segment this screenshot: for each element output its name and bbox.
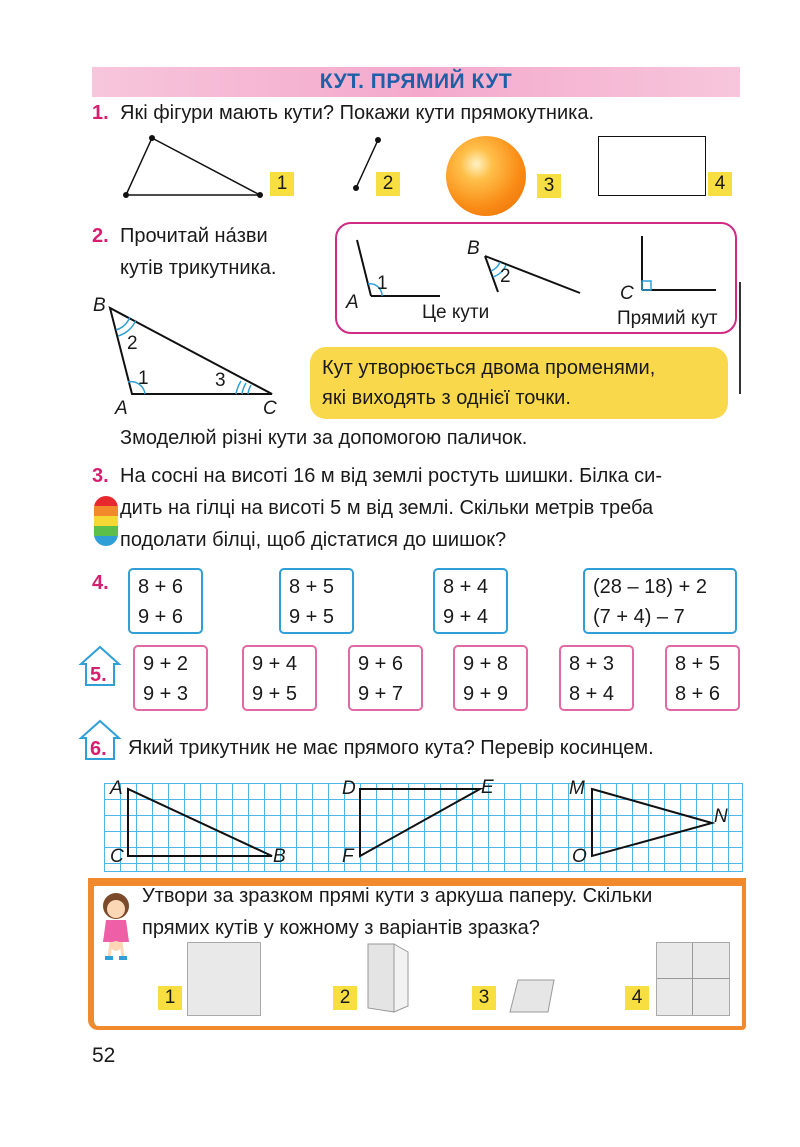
task7-label-4: 4 xyxy=(625,986,649,1010)
expr: 9 + 7 xyxy=(358,683,404,705)
grid-triangles-figure xyxy=(104,783,742,871)
task1-label-2: 2 xyxy=(376,172,400,196)
tri-vertex-b: B xyxy=(93,295,106,316)
example-angle-1: 1 xyxy=(377,273,388,294)
task3-line3: подолати білці, щоб дістатися до шишок? xyxy=(120,529,507,551)
task1-label-3: 3 xyxy=(537,174,561,198)
task5-box-3 xyxy=(348,645,423,711)
margin-rule xyxy=(739,282,741,394)
expr: 8 + 4 xyxy=(443,576,489,598)
sphere-figure xyxy=(446,136,526,216)
expr: 9 + 6 xyxy=(358,653,404,675)
point-a: A xyxy=(110,778,123,799)
task5-number: 5. xyxy=(90,664,107,686)
paper-sample-3 xyxy=(506,976,560,1016)
task7-line2: прямих кутів у кожному з варіантів зразка? xyxy=(142,917,540,939)
expr: 9 + 5 xyxy=(252,683,298,705)
expr: 8 + 3 xyxy=(569,653,615,675)
task2-model: Змоделюй різні кути за допомогою паличок. xyxy=(120,427,528,449)
task4-box-4 xyxy=(583,568,737,634)
point-e: E xyxy=(481,777,494,798)
expr: 9 + 3 xyxy=(143,683,189,705)
task6-number: 6. xyxy=(90,738,107,760)
task6-text: Який трикутник не має прямого кута? Перевір косинцем. xyxy=(128,737,654,759)
example-vertex-b: B xyxy=(467,238,480,259)
example-vertex-a: A xyxy=(346,292,359,313)
expr: 8 + 4 xyxy=(569,683,615,705)
task5-box-5 xyxy=(559,645,634,711)
task1-label-4: 4 xyxy=(708,172,732,196)
rule-tip xyxy=(310,347,728,419)
task5-box-4 xyxy=(453,645,528,711)
paper-sample-2 xyxy=(362,940,414,1016)
tri-angle-3: 3 xyxy=(215,370,226,391)
rainbow-pencil-icon xyxy=(94,496,118,546)
example-angle-2: 2 xyxy=(500,266,511,287)
tri-angle-1: 1 xyxy=(138,368,149,389)
expr: 9 + 2 xyxy=(143,653,189,675)
point-o: O xyxy=(572,846,587,867)
task5-box-1 xyxy=(133,645,208,711)
rule-line2: які виходять з однієї точки. xyxy=(322,387,571,409)
point-n: N xyxy=(714,806,728,827)
task2-line2: кутів трикутника. xyxy=(120,257,277,279)
point-c: C xyxy=(110,846,124,867)
expr: 8 + 6 xyxy=(138,576,184,598)
expr: 9 + 5 xyxy=(289,606,335,628)
paper-sample-1 xyxy=(187,942,261,1016)
rectangle-figure xyxy=(598,136,706,196)
task3-number: 3. xyxy=(92,465,109,487)
expr: 8 + 6 xyxy=(675,683,721,705)
task2-line1: Прочитай на́зви xyxy=(120,225,268,247)
page-number: 52 xyxy=(92,1044,116,1067)
task3-line1: На сосні на висоті 16 м від землі ростуть шишки. Білка си- xyxy=(120,465,663,487)
task5-box-2 xyxy=(242,645,317,711)
point-b: B xyxy=(273,846,286,867)
page-title: КУТ. ПРЯМИЙ КУТ xyxy=(319,70,513,93)
caption-right-angle: Прямий кут xyxy=(617,308,718,329)
expr: 9 + 9 xyxy=(463,683,509,705)
task7-label-1: 1 xyxy=(158,986,182,1010)
task1-text: Які фігури мають кути? Покажи кути прямокутника. xyxy=(120,102,595,124)
expr: 9 + 8 xyxy=(463,653,509,675)
paper-sample-4 xyxy=(656,942,730,1016)
expr: (7 + 4) – 7 xyxy=(593,606,685,628)
task7-label-3: 3 xyxy=(472,986,496,1010)
expr: (28 – 18) + 2 xyxy=(593,576,707,598)
expr: 8 + 5 xyxy=(675,653,721,675)
point-f: F xyxy=(342,846,354,867)
task4-box-1 xyxy=(128,568,203,634)
task4-box-3 xyxy=(433,568,508,634)
task1-number: 1. xyxy=(92,102,109,124)
expr: 9 + 4 xyxy=(443,606,489,628)
tri-angle-2: 2 xyxy=(127,333,138,354)
task1-triangle-figure xyxy=(110,130,280,205)
task3-line2: дить на гілці на висоті 5 м від землі. Скільки метрів треба xyxy=(120,497,654,519)
task1-label-1: 1 xyxy=(270,172,294,196)
task4-box-2 xyxy=(279,568,354,634)
point-m: M xyxy=(569,778,585,799)
task2-number: 2. xyxy=(92,225,109,247)
point-d: D xyxy=(342,778,356,799)
expr: 9 + 6 xyxy=(138,606,184,628)
rule-line1: Кут утворюється двома променями, xyxy=(322,357,656,379)
task4-number: 4. xyxy=(92,572,109,594)
task7-line1: Утвори за зразком прямі кути з аркуша паперу. Скільки xyxy=(142,885,653,907)
task7-label-2: 2 xyxy=(333,986,357,1010)
caption-angles: Це кути xyxy=(422,302,490,323)
expr: 8 + 5 xyxy=(289,576,335,598)
tri-vertex-c: C xyxy=(263,398,277,419)
expr: 9 + 4 xyxy=(252,653,298,675)
girl-character-icon xyxy=(94,890,138,962)
example-vertex-c: C xyxy=(620,283,634,304)
tri-vertex-a: A xyxy=(115,398,128,419)
task5-box-6 xyxy=(665,645,740,711)
